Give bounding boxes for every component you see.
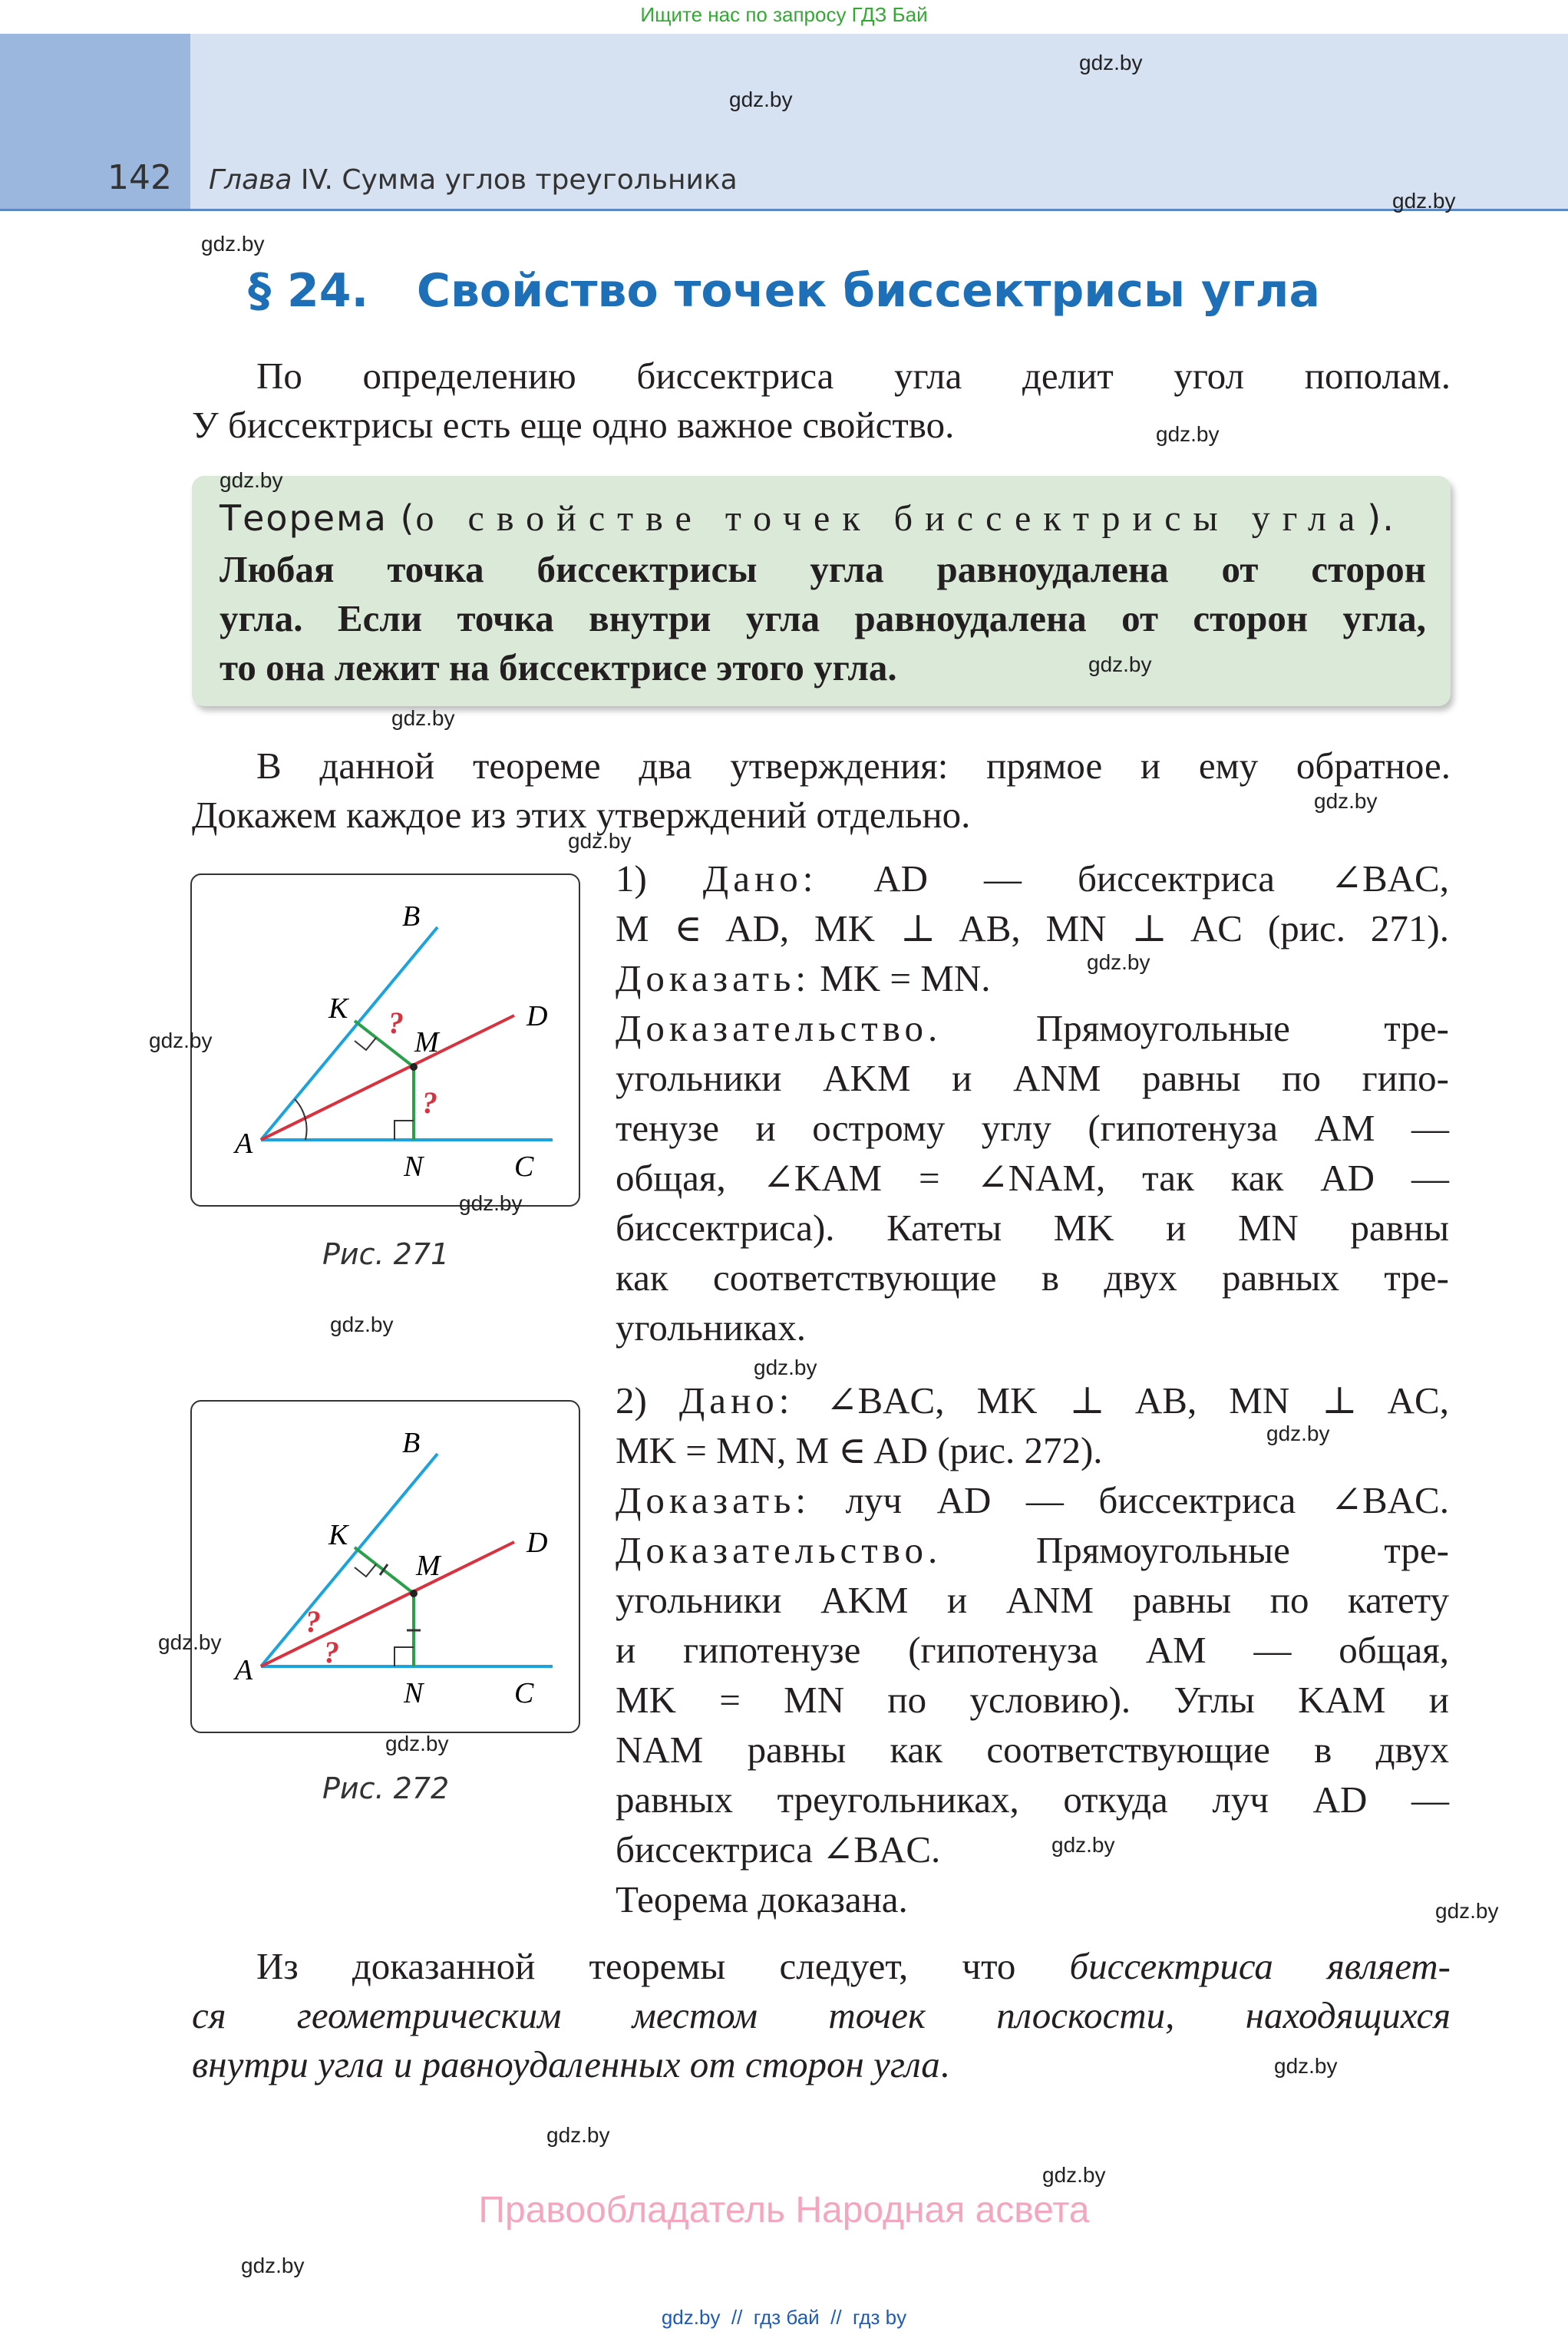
chapter-heading <box>209 164 738 196</box>
copyright-holder: Правообладатель Народная асвета <box>478 2190 1090 2231</box>
p2-line-1: 2) Дано: ∠BAC, MK ⊥ AB, MN ⊥ AC, <box>616 1379 1449 1422</box>
watermark: gdz.by <box>158 1630 222 1654</box>
point-m <box>410 1063 418 1071</box>
watermark: gdz.by <box>391 706 455 730</box>
watermark: gdz.by <box>568 829 632 853</box>
point-m <box>410 1590 418 1597</box>
p2-line-6: и гипотенузе (гипотенуза AM — общая, <box>616 1629 1449 1671</box>
watermark: gdz.by <box>1088 652 1152 676</box>
theorem-line-3: то она лежит на биссектрисе этого угла. <box>220 646 897 689</box>
figure-271 <box>190 873 580 1207</box>
right-angle-n <box>394 1647 414 1666</box>
p1-line-3: Доказать: MK = MN. <box>616 957 991 999</box>
p2-line-10: биссектриса ∠BAC. <box>616 1828 941 1871</box>
bisector-ad <box>261 1542 514 1666</box>
watermark: gdz.by <box>1392 189 1456 213</box>
watermark: gdz.by <box>149 1029 213 1052</box>
caption-271: Рис. 271 <box>322 1237 450 1271</box>
watermark: gdz.by <box>220 468 283 492</box>
chapter-title: IV. Сумма углов треугольника <box>292 164 738 196</box>
theorem-heading <box>220 497 1395 540</box>
label-k: K <box>328 1519 348 1551</box>
theorem-head-suffix: ). <box>1367 497 1395 539</box>
p1-line-8: биссектриса). Катеты MK и MN равны <box>616 1207 1449 1249</box>
watermark: gdz.by <box>330 1313 394 1336</box>
p2-line-2: MK = MN, M ∈ AD (рис. 272). <box>616 1429 1103 1471</box>
figure-272 <box>190 1400 580 1733</box>
watermark: gdz.by <box>1042 2163 1106 2187</box>
label-c: C <box>514 1677 534 1709</box>
watermark: gdz.by <box>754 1356 817 1379</box>
figure-271-drawing <box>192 875 579 1205</box>
bottom-banner: gdz.by // гдз бай // гдз by <box>661 2306 907 2329</box>
chapter-prefix: Глава <box>209 164 292 196</box>
figure-272-drawing <box>192 1402 579 1732</box>
ray-ab <box>261 1454 437 1666</box>
statements-paragraph <box>192 741 1451 840</box>
watermark: gdz.by <box>546 2123 610 2147</box>
p2-line-9: равных треугольниках, откуда луч AD — <box>616 1778 1449 1821</box>
caption-272: Рис. 272 <box>322 1772 450 1805</box>
label-m: M <box>416 1550 441 1582</box>
label-a: A <box>235 1654 253 1686</box>
watermark: gdz.by <box>1274 2054 1338 2078</box>
statements-line-1: В данной теореме два утверждения: прямое и ему обратное. <box>256 745 1451 787</box>
label-c: C <box>514 1151 534 1183</box>
intro-line-1: По определению биссектриса угла делит угол пополам. <box>256 355 1451 397</box>
top-banner: Ищите нас по запросу ГДЗ Бай <box>640 3 928 26</box>
theorem-body <box>220 545 1426 692</box>
watermark: gdz.by <box>1087 950 1150 974</box>
label-b: B <box>402 900 421 933</box>
conclusion-paragraph <box>192 1942 1451 2089</box>
theorem-line-2: угла. Если точка внутри угла равноудалена от сторон угла, <box>220 597 1426 639</box>
theorem-head-spaced: о свойстве точек биссектрисы угла <box>415 498 1368 539</box>
p1-line-4: Доказательство. Прямоугольные тре- <box>616 1007 1449 1049</box>
section-title: § 24. Свойство точек биссектрисы угла <box>248 264 1320 318</box>
bisector-ad <box>261 1015 514 1140</box>
label-d: D <box>527 1527 548 1559</box>
right-angle-n <box>394 1121 414 1140</box>
p1-line-2: M ∈ AD, MK ⊥ AB, MN ⊥ AC (рис. 271). <box>616 907 1449 949</box>
label-m: M <box>414 1026 439 1058</box>
watermark: gdz.by <box>1156 422 1220 446</box>
right-angle-k <box>355 1038 376 1050</box>
label-n: N <box>404 1151 424 1183</box>
watermark: gdz.by <box>729 88 793 111</box>
intro-line-2: У биссектрисы есть еще одно важное свойство. <box>192 404 955 446</box>
p1-line-9: как соответствующие в двух равных тре- <box>616 1257 1449 1299</box>
watermark: gdz.by <box>1266 1422 1330 1445</box>
header-rule <box>0 209 1568 211</box>
p2-line-7: MK = MN по условию). Углы KAM и <box>616 1679 1449 1721</box>
question-mark-kam: ? <box>305 1604 321 1639</box>
label-k: K <box>328 992 348 1025</box>
right-angle-k <box>355 1564 376 1577</box>
statements-line-2: Докажем каждое из этих утверждений отдельно. <box>192 794 971 836</box>
p2-line-8: NAM равны как соответствующие в двух <box>616 1729 1449 1771</box>
p1-line-5: угольники AKM и ANM равны по гипо- <box>616 1057 1449 1099</box>
question-mark-mn: ? <box>422 1085 437 1120</box>
proof-part-2 <box>616 1375 1449 1924</box>
watermark: gdz.by <box>1079 51 1143 74</box>
question-mark-nam: ? <box>324 1635 339 1669</box>
label-a: A <box>235 1128 253 1160</box>
p1-line-7: общая, ∠KAM = ∠NAM, так как AD — <box>616 1157 1449 1199</box>
watermark: gdz.by <box>201 232 265 256</box>
conclusion-line-2: ся геометрическим местом точек плоскости, находящихся <box>192 1994 1451 2036</box>
watermark: gdz.by <box>1314 789 1378 813</box>
theorem-line-1: Любая точка биссектрисы угла равноудалена от сторон <box>220 548 1426 590</box>
watermark: gdz.by <box>241 2254 305 2277</box>
question-mark-mk: ? <box>388 1006 404 1040</box>
label-d: D <box>527 1000 548 1032</box>
label-b: B <box>402 1427 421 1459</box>
watermark: gdz.by <box>459 1191 523 1215</box>
perp-mk <box>355 1021 414 1067</box>
watermark: gdz.by <box>1435 1899 1499 1923</box>
p1-line-10: угольниках. <box>616 1306 807 1349</box>
ray-ab <box>261 927 437 1140</box>
p2-line-5: угольники AKM и ANM равны по катету <box>616 1579 1449 1621</box>
p2-line-3: Доказать: луч AD — биссектриса ∠BAC. <box>616 1479 1449 1521</box>
conclusion-line-3: внутри угла и равноудаленных от сторон угла. <box>192 2043 950 2085</box>
p1-line-1: 1) Дано: AD — биссектриса ∠BAC, <box>616 857 1449 900</box>
proof-part-1 <box>616 854 1449 1352</box>
watermark: gdz.by <box>1051 1833 1115 1857</box>
theorem-head-prefix: Теорема ( <box>220 497 416 539</box>
p2-line-4: Доказательство. Прямоугольные тре- <box>616 1529 1449 1571</box>
page-number: 142 <box>107 158 172 197</box>
watermark: gdz.by <box>385 1732 449 1755</box>
p1-line-6: тенузе и острому углу (гипотенуза AM — <box>616 1107 1449 1149</box>
conclusion-line-1: Из доказанной теоремы следует, что биссектриса являет- <box>256 1945 1451 1987</box>
label-n: N <box>404 1677 424 1709</box>
intro-paragraph <box>192 352 1451 450</box>
p2-line-11: Теорема доказана. <box>616 1878 908 1920</box>
